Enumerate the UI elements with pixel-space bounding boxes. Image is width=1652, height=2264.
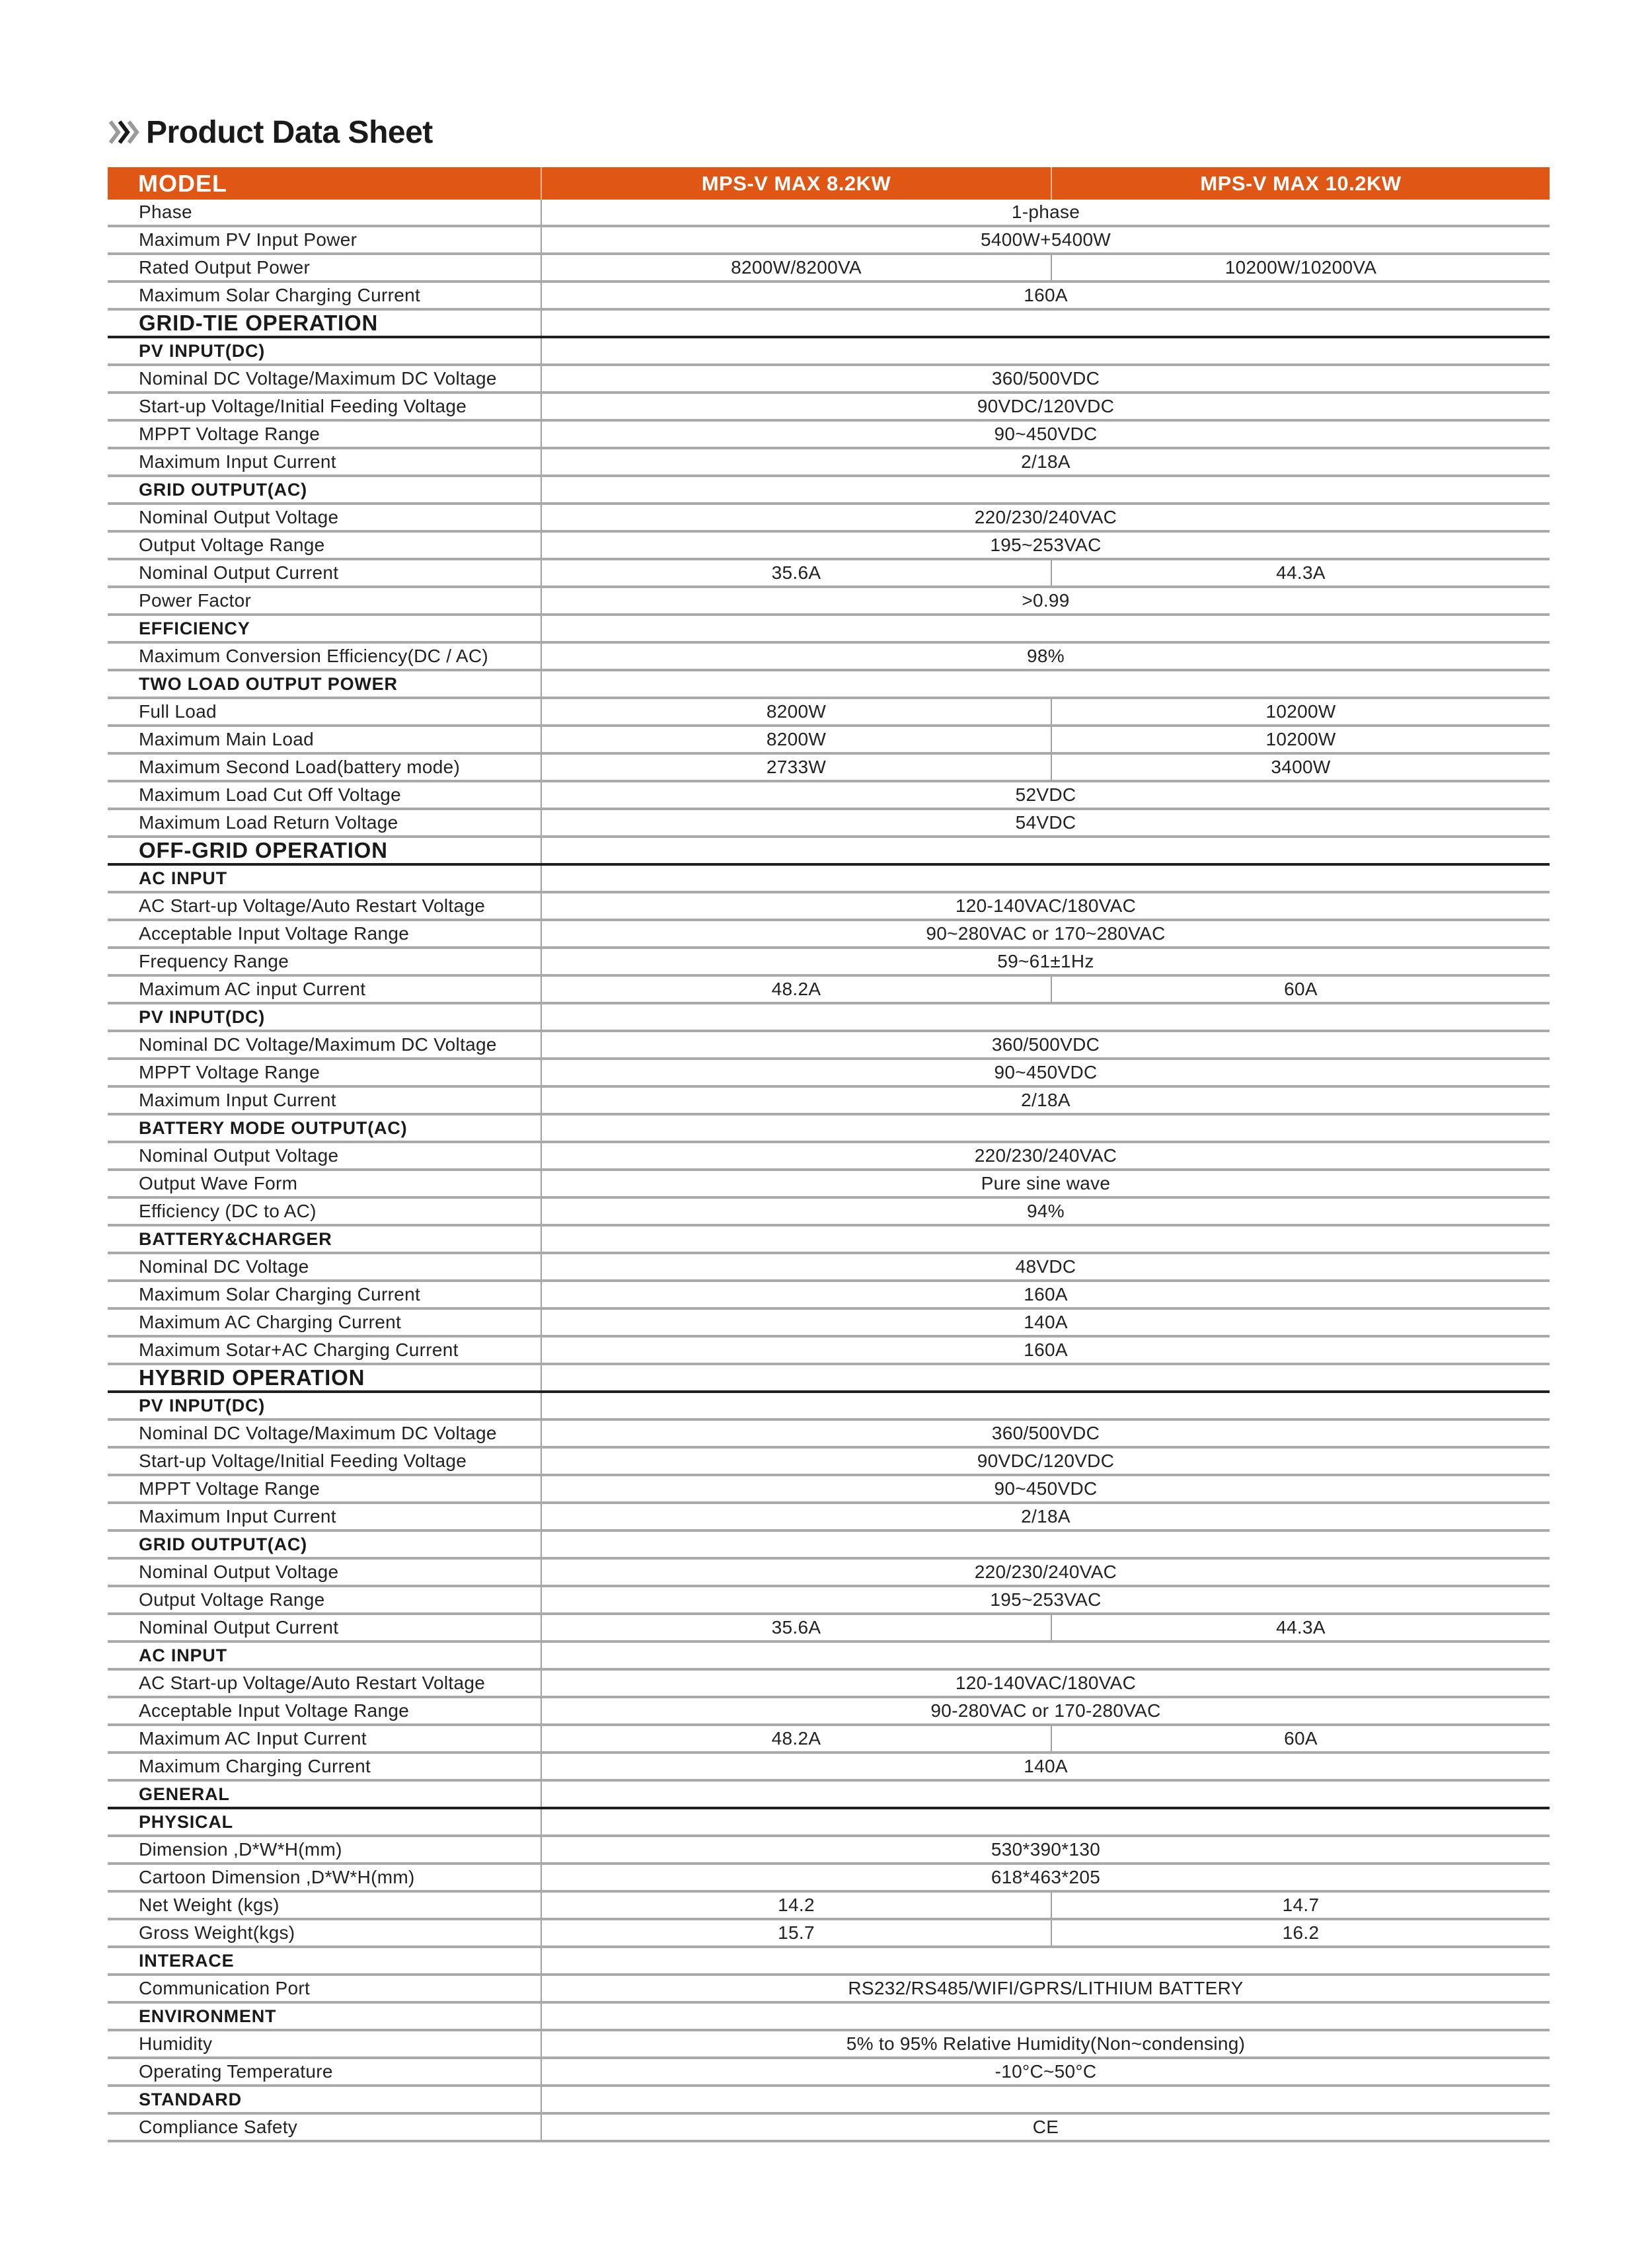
row-label: Operating Temperature [108,2059,542,2084]
table-row [108,1504,1550,1532]
row-values [542,1782,1550,1807]
value-shared: 195~253VAC [990,1589,1102,1610]
table-row [108,1893,1550,1920]
row-label: AC INPUT [108,1643,542,1668]
value-shared: 220/230/240VAC [974,1145,1117,1166]
table-row [108,283,1550,311]
value-shared [542,2004,1550,2029]
value-shared: 220/230/240VAC [974,507,1117,527]
table-row [108,200,1550,227]
row-label: Net Weight (kgs) [108,1893,542,1918]
value-shared [542,838,1550,863]
row-values [542,838,1550,863]
row-label: GRID OUTPUT(AC) [108,1532,542,1557]
row-label: Maximum Input Current [108,1504,542,1529]
row-values [542,1310,1550,1335]
table-row [108,893,1550,921]
row-values [542,1199,1550,1224]
row-label: Dimension ,D*W*H(mm) [108,1837,542,1862]
row-label: AC Start-up Voltage/Auto Restart Voltage [108,893,542,919]
value-model-b: 3400W [1271,757,1331,777]
value-model-b: 14.7 [1282,1895,1320,1915]
value-shared: 2/18A [1021,1506,1070,1527]
row-label: Maximum Input Current [108,449,542,474]
row-values [542,2004,1550,2029]
row-values [542,1837,1550,1862]
triple-chevron-right-icon [108,118,141,147]
value-shared: 90VDC/120VDC [977,396,1115,416]
table-row [108,422,1550,449]
subsection-header-row [108,1115,1550,1143]
row-label: Maximum Solar Charging Current [108,283,542,308]
row-values [542,394,1550,419]
row-label: MPPT Voltage Range [108,1476,542,1501]
value-model-a: 8200W [542,699,1052,724]
row-label: Maximum Second Load(battery mode) [108,755,542,780]
table-row [108,755,1550,782]
row-label: Rated Output Power [108,255,542,280]
row-label: AC Start-up Voltage/Auto Restart Voltage [108,1671,542,1696]
subsection-header-row [108,2004,1550,2031]
table-row [108,1032,1550,1060]
subsection-header-row [108,2087,1550,2115]
row-values [542,866,1550,891]
row-values [542,1004,1550,1030]
row-label: Acceptable Input Voltage Range [108,921,542,946]
subsection-header-row [108,1393,1550,1421]
row-label: MPPT Voltage Range [108,422,542,447]
subsection-header-row [108,1226,1550,1254]
row-label: Gross Weight(kgs) [108,1920,542,1945]
value-model-a: 35.6A [542,560,1052,585]
subsection-header-row [108,1532,1550,1560]
subsection-header-row [108,1809,1550,1837]
table-row [108,1976,1550,2004]
row-label: Communication Port [108,1976,542,2001]
row-values [542,477,1550,502]
value-shared [542,311,1550,336]
value-shared: 90~450VDC [994,1062,1098,1082]
row-values [542,422,1550,447]
table-row [108,533,1550,560]
section-header-row [108,1365,1550,1393]
table-row [108,977,1550,1004]
row-label: AC INPUT [108,866,542,891]
table-row [108,1060,1550,1088]
row-values [542,1421,1550,1446]
row-label: Maximum Solar Charging Current [108,1282,542,1307]
table-row [108,1338,1550,1365]
row-values [542,1643,1550,1668]
row-label: Nominal Output Current [108,1615,542,1640]
row-label: OFF-GRID OPERATION [108,838,542,863]
row-values [542,921,1550,946]
value-model-b: 60A [1284,1728,1318,1749]
value-shared: 360/500VDC [991,1034,1100,1055]
table-row [108,2031,1550,2059]
row-values [542,949,1550,974]
table-row [108,1476,1550,1504]
row-values [542,2115,1550,2140]
row-values [542,1948,1550,1973]
row-values [542,1032,1550,1057]
subsection-header-row [108,1643,1550,1671]
value-model-a: 8200W/8200VA [542,255,1052,280]
row-label: INTERACE [108,1948,542,1973]
table-row [108,1254,1550,1282]
table-row [108,227,1550,255]
row-values [542,1476,1550,1501]
value-shared: 195~253VAC [990,535,1102,555]
value-shared: 120-140VAC/180VAC [955,895,1137,916]
value-shared: 530*390*130 [991,1839,1101,1860]
row-label: Maximum Load Cut Off Voltage [108,782,542,808]
row-label: Frequency Range [108,949,542,974]
value-shared [542,1226,1550,1252]
row-values [542,699,1550,724]
value-model-b: 44.3A [1276,1617,1326,1638]
table-row [108,1171,1550,1199]
row-values [542,755,1550,780]
row-values [542,1504,1550,1529]
row-label: Start-up Voltage/Initial Feeding Voltage [108,394,542,419]
value-shared [542,1004,1550,1030]
table-row [108,449,1550,477]
value-shared: -10°C~50°C [995,2061,1097,2082]
value-shared: 618*463*205 [991,1867,1101,1887]
row-label: BATTERY&CHARGER [108,1226,542,1252]
value-shared: 120-140VAC/180VAC [955,1673,1137,1693]
value-model-b: 60A [1284,979,1318,999]
value-shared [542,2087,1550,2112]
value-shared: 90~280VAC or 170~280VAC [926,923,1166,944]
row-values [542,2031,1550,2056]
row-values [542,1282,1550,1307]
table-row [108,588,1550,616]
row-values [542,1671,1550,1696]
row-values [542,588,1550,613]
value-model-a: 2733W [542,755,1052,780]
table-row [108,255,1550,283]
row-label: Maximum Load Return Voltage [108,810,542,835]
row-label: Maximum Charging Current [108,1754,542,1779]
row-label: Output Wave Form [108,1171,542,1196]
value-shared [542,616,1550,641]
subsection-header-row [108,338,1550,366]
row-values [542,311,1550,336]
row-values [542,977,1550,1002]
row-values [542,1060,1550,1085]
value-shared: 90~450VDC [994,424,1098,444]
row-label: Power Factor [108,588,542,613]
row-values [542,1171,1550,1196]
row-values [542,1615,1550,1640]
row-values [542,2087,1550,2112]
value-shared: RS232/RS485/WIFI/GPRS/LITHIUM BATTERY [848,1978,1244,1998]
section-header-row [108,838,1550,866]
value-shared [542,477,1550,502]
table-row [108,1143,1550,1171]
value-shared: >0.99 [1022,590,1070,611]
value-shared: 90VDC/120VDC [977,1451,1115,1471]
row-label: PV INPUT(DC) [108,1004,542,1030]
table-row [108,1698,1550,1726]
row-label: Nominal DC Voltage/Maximum DC Voltage [108,366,542,391]
row-label: PHYSICAL [108,1809,542,1834]
row-label: BATTERY MODE OUTPUT(AC) [108,1115,542,1141]
table-row [108,921,1550,949]
value-model-b: 44.3A [1276,562,1326,583]
row-values [542,1365,1550,1390]
row-label: MPPT Voltage Range [108,1060,542,1085]
table-row [108,1587,1550,1615]
table-body [108,200,1550,2142]
row-label: Nominal Output Voltage [108,1143,542,1168]
value-model-b: 10200W/10200VA [1224,257,1377,278]
table-row [108,1449,1550,1476]
value-model-b: 10200W [1265,701,1336,722]
row-values [542,1976,1550,2001]
row-values [542,1393,1550,1418]
row-label: Full Load [108,699,542,724]
table-row [108,394,1550,422]
value-model-a: 14.2 [542,1893,1052,1918]
value-shared: 54VDC [1015,812,1076,833]
subsection-header-row [108,866,1550,893]
row-values [542,1754,1550,1779]
value-shared: 1-phase [1011,202,1080,222]
row-label: PV INPUT(DC) [108,338,542,363]
table-row [108,1837,1550,1865]
value-shared: 90-280VAC or 170-280VAC [930,1700,1161,1721]
row-label: Output Voltage Range [108,1587,542,1612]
row-values [542,533,1550,558]
row-values [542,1143,1550,1168]
row-label: TWO LOAD OUTPUT POWER [108,671,542,697]
page-title: Product Data Sheet [146,114,433,150]
table-row [108,2115,1550,2142]
value-model-b: 16.2 [1282,1922,1320,1943]
row-label: HYBRID OPERATION [108,1365,542,1390]
value-shared: 160A [1024,1340,1068,1360]
row-values [542,505,1550,530]
row-label: Efficiency (DC to AC) [108,1199,542,1224]
table-row [108,505,1550,533]
value-model-a: 35.6A [542,1615,1052,1640]
row-values [542,1088,1550,1113]
page-title-block [108,112,433,152]
table-row [108,1754,1550,1782]
row-label: Start-up Voltage/Initial Feeding Voltage [108,1449,542,1474]
row-label: Nominal Output Voltage [108,1560,542,1585]
row-label: Nominal Output Current [108,560,542,585]
row-label: Cartoon Dimension ,D*W*H(mm) [108,1865,542,1890]
table-row [108,1671,1550,1698]
row-label: Nominal DC Voltage [108,1254,542,1279]
value-shared: 140A [1024,1756,1068,1776]
value-shared [542,866,1550,891]
row-values [542,1532,1550,1557]
row-values [542,1809,1550,1834]
row-label: Maximum Input Current [108,1088,542,1113]
row-values [542,810,1550,835]
value-shared: 360/500VDC [991,368,1100,389]
row-values [542,366,1550,391]
row-label: Phase [108,200,542,225]
section-header-row [108,311,1550,338]
row-label: GRID OUTPUT(AC) [108,477,542,502]
table-row [108,782,1550,810]
value-shared: Pure sine wave [981,1173,1111,1193]
table-row [108,699,1550,727]
value-shared: 48VDC [1015,1256,1076,1277]
value-shared [542,1948,1550,1973]
row-values [542,1893,1550,1918]
row-values [542,1449,1550,1474]
table-row [108,1088,1550,1115]
table-row [108,1421,1550,1449]
table-row [108,1615,1550,1643]
row-values [542,1115,1550,1141]
value-shared [542,1643,1550,1668]
value-model-a: 8200W [542,727,1052,752]
row-label: EFFICIENCY [108,616,542,641]
subsection-header-row [108,1782,1550,1809]
row-label: Nominal Output Voltage [108,505,542,530]
row-values [542,1726,1550,1751]
table-row [108,1726,1550,1754]
row-values [542,893,1550,919]
value-shared: CE [1032,2117,1059,2137]
row-values [542,782,1550,808]
value-model-a: 48.2A [542,1726,1052,1751]
row-values [542,560,1550,585]
table-row [108,727,1550,755]
row-label: Maximum AC input Current [108,977,542,1002]
table-row [108,1310,1550,1338]
row-values [542,255,1550,280]
value-shared: 59~61±1Hz [997,951,1094,971]
table-row [108,810,1550,838]
row-values [542,1560,1550,1585]
subsection-header-row [108,1948,1550,1976]
value-shared: 220/230/240VAC [974,1562,1117,1582]
value-shared: 360/500VDC [991,1423,1100,1443]
row-label: Output Voltage Range [108,533,542,558]
value-model-a: 48.2A [542,977,1052,1002]
value-shared [542,1532,1550,1557]
value-shared: 2/18A [1021,451,1070,472]
value-model-a: 15.7 [542,1920,1052,1945]
header-model-label: MODEL [108,167,542,200]
value-shared [542,1115,1550,1141]
table-row [108,1920,1550,1948]
table-row [108,1282,1550,1310]
row-values [542,2059,1550,2084]
table-row [108,366,1550,394]
row-values [542,671,1550,697]
row-label: Nominal DC Voltage/Maximum DC Voltage [108,1421,542,1446]
value-shared [542,1782,1550,1807]
value-shared: 52VDC [1015,784,1076,805]
row-values [542,449,1550,474]
table-row [108,644,1550,671]
subsection-header-row [108,1004,1550,1032]
table-row [108,1560,1550,1587]
row-values [542,1865,1550,1890]
table-row [108,560,1550,588]
value-shared [542,1393,1550,1418]
header-model-a: MPS-V MAX 8.2KW [542,167,1052,200]
value-shared: 98% [1027,646,1065,666]
row-values [542,283,1550,308]
subsection-header-row [108,616,1550,644]
table-row [108,1865,1550,1893]
table-header [108,167,1550,200]
row-values [542,200,1550,225]
row-values [542,1338,1550,1363]
row-values [542,727,1550,752]
row-label: Nominal DC Voltage/Maximum DC Voltage [108,1032,542,1057]
value-shared: 160A [1024,285,1068,305]
subsection-header-row [108,671,1550,699]
row-label: ENVIRONMENT [108,2004,542,2029]
row-values [542,227,1550,252]
table-row [108,949,1550,977]
row-values [542,1226,1550,1252]
row-label: Maximum Main Load [108,727,542,752]
value-shared: 160A [1024,1284,1068,1304]
header-model-b: MPS-V MAX 10.2KW [1200,171,1402,195]
row-values [542,1920,1550,1945]
row-values [542,1254,1550,1279]
value-shared: 2/18A [1021,1090,1070,1110]
value-shared: 90~450VDC [994,1478,1098,1499]
value-shared [542,1365,1550,1390]
row-values [542,338,1550,363]
value-shared [542,1809,1550,1834]
value-shared [542,338,1550,363]
value-shared: 94% [1027,1201,1065,1221]
spec-table [108,167,1550,2142]
value-shared [542,671,1550,697]
value-shared: 5% to 95% Relative Humidity(Non~condensing) [846,2033,1246,2054]
row-label: Maximum AC Charging Current [108,1310,542,1335]
value-shared: 140A [1024,1312,1068,1332]
row-label: PV INPUT(DC) [108,1393,542,1418]
value-shared: 5400W+5400W [980,229,1111,250]
row-values [542,644,1550,669]
row-label: GRID-TIE OPERATION [108,311,542,336]
row-values [542,1698,1550,1723]
row-values [542,616,1550,641]
row-label: GENERAL [108,1782,542,1807]
row-label: Maximum Conversion Efficiency(DC / AC) [108,644,542,669]
row-label: Acceptable Input Voltage Range [108,1698,542,1723]
row-label: Maximum AC Input Current [108,1726,542,1751]
row-label: Maximum PV Input Power [108,227,542,252]
row-label: Compliance Safety [108,2115,542,2140]
table-row [108,1199,1550,1226]
row-values [542,1587,1550,1612]
row-label: Maximum Sotar+AC Charging Current [108,1338,542,1363]
value-model-b: 10200W [1265,729,1336,749]
subsection-header-row [108,477,1550,505]
table-row [108,2059,1550,2087]
row-label: STANDARD [108,2087,542,2112]
row-label: Humidity [108,2031,542,2056]
